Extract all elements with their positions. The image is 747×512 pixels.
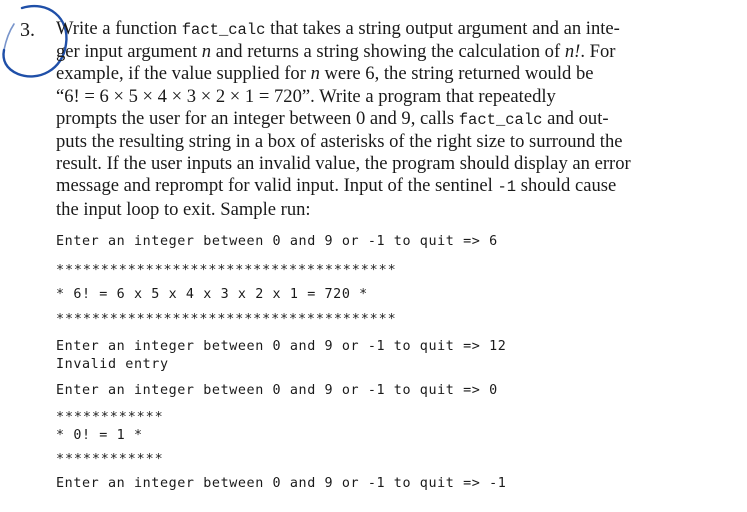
inline-code: fact_calc (181, 21, 266, 39)
text-run: “6! = 6 × 5 × 4 × 3 × 2 × 1 = 720”. Write a program that repeatedly (56, 85, 556, 107)
text-run: Write a function (56, 18, 182, 39)
paragraph-line (56, 41, 696, 63)
console-output-line: * 0! = 1 * (56, 428, 143, 443)
text-run: puts the resulting string in a box of asterisks of the right size to surround the (56, 131, 623, 153)
text-run: ger input argument (56, 41, 202, 63)
text-run: result. If the user inputs an invalid value, the program should display an error (56, 153, 631, 175)
text-run: . For (580, 41, 616, 63)
paragraph-line (56, 131, 696, 153)
problem-paragraph (56, 18, 696, 221)
paragraph-line (56, 18, 696, 41)
text-run: prompts the user for an integer between 0 and 9, calls (56, 107, 459, 129)
console-output-line: Enter an integer between 0 and 9 or -1 to quit => 6 (56, 234, 498, 249)
problem-number: 3. (20, 19, 35, 41)
text-run: example, if the value supplied for (56, 63, 311, 85)
text-run: message and reprompt for valid input. Input of the sentinel (56, 175, 498, 197)
text-run: were 6, the string returned would be (319, 63, 594, 85)
console-output-line: Invalid entry (56, 357, 169, 372)
console-output-line: Enter an integer between 0 and 9 or -1 to quit => -1 (56, 476, 507, 491)
console-output-line: Enter an integer between 0 and 9 or -1 to quit => 0 (56, 383, 498, 398)
paragraph-line (56, 108, 696, 131)
text-run: that takes a string output argument and an inte- (265, 18, 620, 39)
paragraph-line (56, 153, 696, 175)
text-run: and out- (542, 107, 609, 129)
asterisk-border-line: ************************************** (56, 263, 397, 278)
paragraph-line (56, 63, 696, 85)
math-variable: n (310, 63, 320, 85)
paragraph-line (56, 199, 696, 221)
text-run: and returns a string showing the calculation of (211, 41, 565, 63)
inline-code: fact_calc (458, 110, 543, 129)
math-variable: n! (564, 41, 581, 63)
asterisk-border-line: ************ (56, 410, 164, 425)
inline-code: -1 (497, 178, 517, 197)
text-run: the input loop to exit. Sample run: (56, 198, 311, 220)
asterisk-border-line: ************************************** (56, 312, 397, 327)
math-variable: n (201, 41, 212, 63)
text-run: should cause (516, 175, 617, 197)
console-output-line: * 6! = 6 x 5 x 4 x 3 x 2 x 1 = 720 * (56, 287, 368, 302)
paragraph-line (56, 175, 696, 198)
console-output-line: Enter an integer between 0 and 9 or -1 to quit => 12 (56, 339, 507, 354)
paragraph-line (56, 86, 696, 108)
asterisk-border-line: ************ (56, 452, 164, 467)
